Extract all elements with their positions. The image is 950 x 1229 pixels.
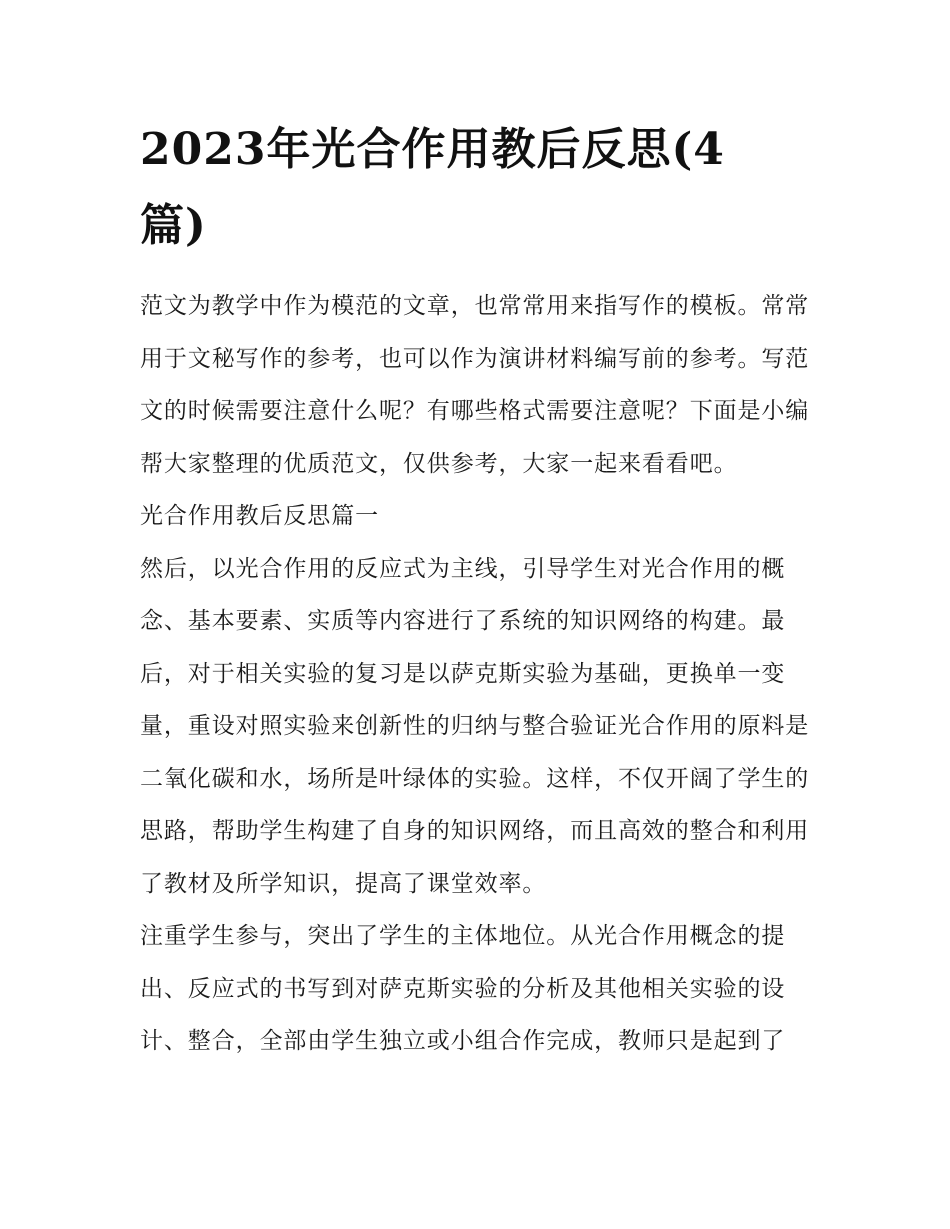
intro-paragraph: 范文为教学中作为模范的文章，也常常用来指写作的模板。常常用于文秘写作的参考，也可以作为演讲材料编写前的参考。写范文的时候需要注意什么呢？有哪些格式需要注意呢？下面是小编帮大家整理的优质范文，仅供参考，大家一起来看看吧。 xyxy=(140,293,810,477)
document-title: 2023年光合作用教后反思(4篇) xyxy=(140,124,725,251)
section-heading: 光合作用教后反思篇一 xyxy=(140,503,379,529)
body-paragraph: 然后，以光合作用的反应式为主线，引导学生对光合作用的概念、基本要素、实质等内容进行了系统的知识网络的构建。最后，对于相关实验的复习是以萨克斯实验为基础，更换单一变量，重设对照实验来创新性的归纳与整合验证光合作用的原料是二氧化碳和水，场所是叶绿体的实验。这样，不仅开阔了学生的思路，帮助学生构建了自身的知识网络，而且高效的整合和利用了教材及所学知识，提高了课堂效率。 xyxy=(140,555,810,897)
document-page xyxy=(140,112,812,1068)
body-paragraph: 注重学生参与，突出了学生的主体地位。从光合作用概念的提出、反应式的书写到对萨克斯实验的分析及其他相关实验的设计、整合，全部由学生独立或小组合作完成，教师只是起到了 xyxy=(140,923,786,1054)
